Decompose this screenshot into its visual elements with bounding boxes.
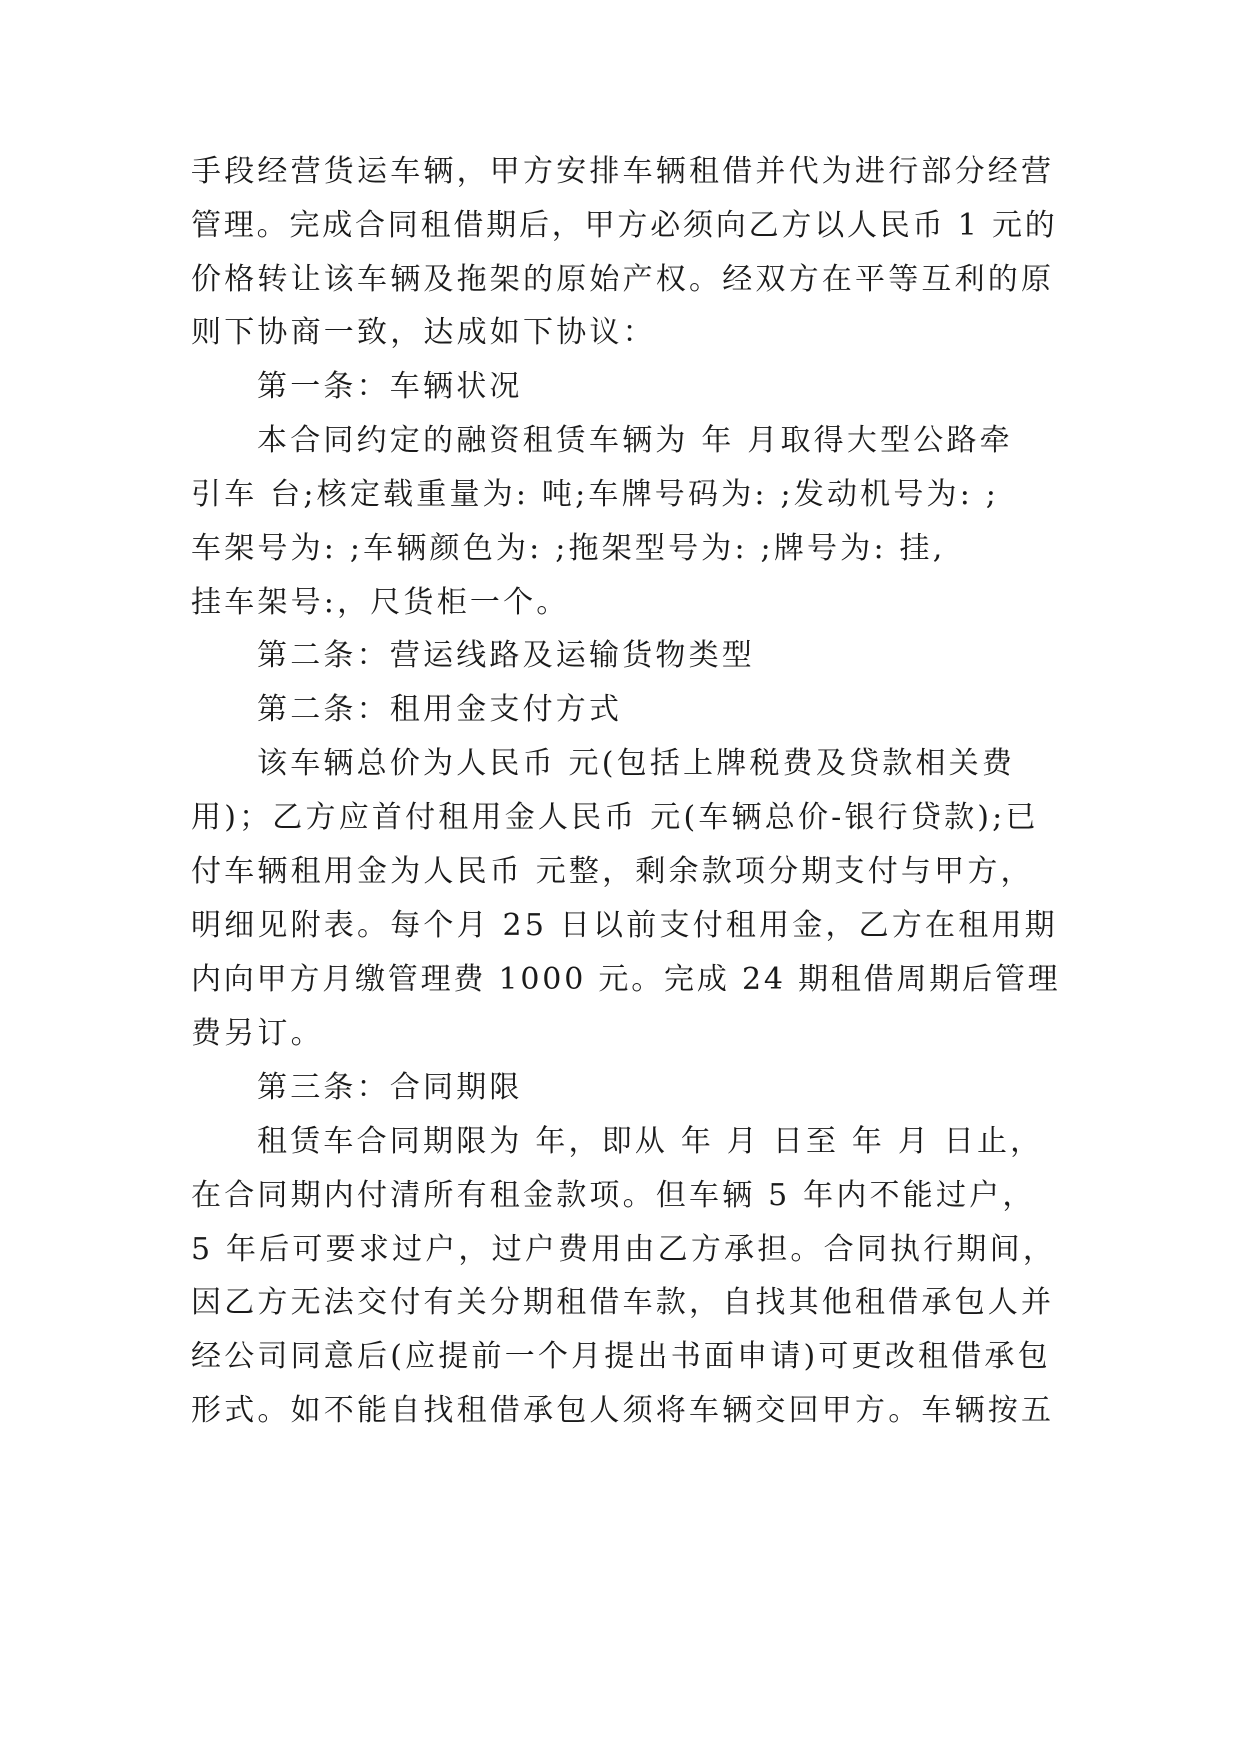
paragraph-line: 挂车架号:，尺货柜一个。 (191, 585, 570, 620)
paragraph-line: 本合同约定的融资租赁车辆为 年 月取得大型公路牵 (257, 423, 1013, 458)
paragraph-line: 租赁车合同期限为 年，即从 年 月 日至 年 月 日止， (257, 1124, 1044, 1159)
section-heading: 第一条：车辆状况 (257, 369, 523, 404)
paragraph-line: 手段经营货运车辆，甲方安排车辆租借并代为进行部分经营 (191, 154, 1055, 189)
paragraph-line: 在合同期内付清所有租金款项。但车辆 5 年内不能过户， (191, 1178, 1036, 1213)
paragraph-line: 价格转让该车辆及拖架的原始产权。经双方在平等互利的原 (191, 262, 1055, 297)
paragraph-line: 该车辆总价为人民币 元(包括上牌税费及贷款相关费 (257, 746, 1016, 781)
paragraph-line: 管理。完成合同租借期后，甲方必须向乙方以人民币 1 元的 (191, 208, 1058, 243)
paragraph-line: 用)；乙方应首付租用金人民币 元(车辆总价-银行贷款);已 (191, 800, 1039, 835)
section-heading: 第三条：合同期限 (257, 1070, 523, 1105)
paragraph-line: 明细见附表。每个月 25 日以前支付租用金，乙方在租用期 (191, 908, 1058, 943)
section-heading: 第二条：租用金支付方式 (257, 692, 623, 727)
paragraph-line: 则下协商一致，达成如下协议： (191, 315, 656, 350)
paragraph-line: 车架号为: ;车辆颜色为: ;拖架型号为: ;牌号为: 挂, (191, 531, 946, 566)
paragraph-line: 5 年后可要求过户，过户费用由乙方承担。合同执行期间， (191, 1232, 1057, 1267)
paragraph-line: 经公司同意后(应提前一个月提出书面申请)可更改租借承包 (191, 1339, 1051, 1374)
paragraph-line: 费另订。 (191, 1016, 324, 1051)
paragraph-line: 付车辆租用金为人民币 元整，剩余款项分期支付与甲方， (191, 854, 1034, 889)
paragraph-line: 引车 台;核定载重量为: 吨;车牌号码为: ;发动机号为: ; (191, 477, 1000, 512)
section-heading: 第二条：营运线路及运输货物类型 (257, 638, 755, 673)
paragraph-line: 形式。如不能自找租借承包人须将车辆交回甲方。车辆按五 (191, 1393, 1055, 1428)
paragraph-line: 因乙方无法交付有关分期租借车款，自找其他租借承包人并 (191, 1285, 1055, 1320)
paragraph-line: 内向甲方月缴管理费 1000 元。完成 24 期租借周期后管理 (191, 962, 1061, 997)
